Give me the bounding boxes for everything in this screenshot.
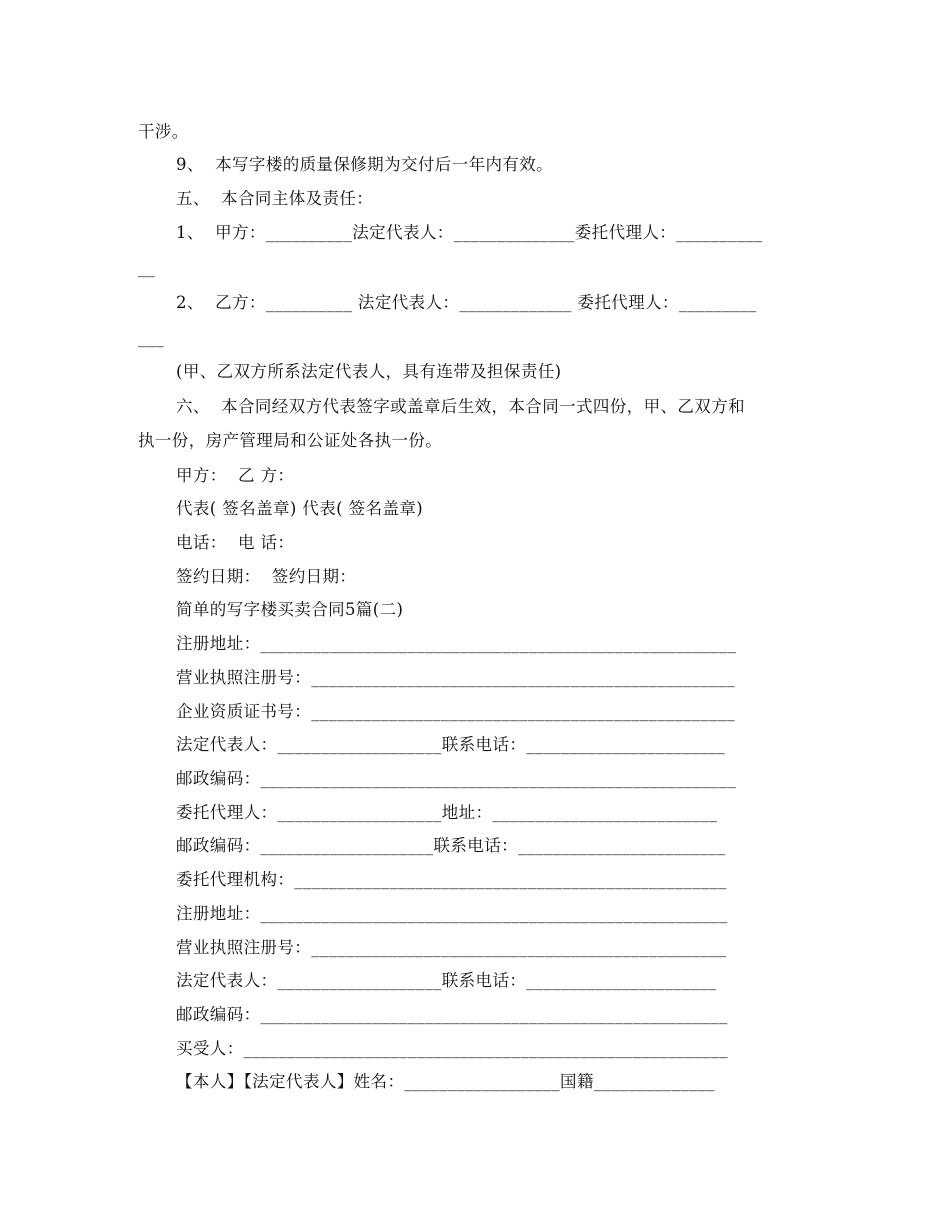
text-line-effect: 六、 本合同经双方代表签字或盖章后生效，本合同一式四份，甲、乙双方和 bbox=[176, 397, 745, 416]
field-buyer: 买受人：________________________________________________________ bbox=[176, 1039, 728, 1058]
field-legal-rep-2: 法定代表人：___________________联系电话：______________________ bbox=[176, 971, 717, 990]
text-line-1: 干涉。 bbox=[138, 122, 189, 141]
signature-phone: 电话： 电 话： bbox=[176, 533, 295, 552]
field-postal-code: 邮政编码：_______________________________________________________ bbox=[176, 769, 737, 788]
field-name-nationality: 【本人】【法定代表人】姓名：__________________国籍______________ bbox=[176, 1072, 715, 1091]
party-a-line-cont: __ bbox=[138, 258, 156, 277]
section-title: 简单的写字楼买卖合同5篇(二) bbox=[176, 600, 404, 619]
field-legal-rep: 法定代表人：___________________联系电话：_______________________ bbox=[176, 735, 726, 754]
field-registered-address: 注册地址：_______________________________________________________ bbox=[176, 634, 737, 653]
signature-parties: 甲方： 乙 方： bbox=[176, 466, 295, 485]
field-qualification-number: 企业资质证书号：_________________________________________________ bbox=[176, 702, 736, 721]
text-line-2: 9、 本写字楼的质量保修期为交付后一年内有效。 bbox=[176, 155, 554, 174]
field-license-number: 营业执照注册号：_________________________________________________ bbox=[176, 668, 736, 687]
field-agent: 委托代理人：___________________地址：__________________________ bbox=[176, 803, 718, 822]
signature-representative: 代表( 签名盖章) 代表( 签名盖章) bbox=[176, 499, 424, 518]
field-postal-code-2: 邮政编码：____________________联系电话：________________________ bbox=[176, 836, 726, 855]
field-postal-code-3: 邮政编码：______________________________________________________ bbox=[176, 1005, 728, 1024]
party-a-line: 1、 甲方：__________法定代表人：______________委托代理人：__________ bbox=[176, 223, 763, 242]
party-b-line: 2、 乙方：__________ 法定代表人：_____________ 委托代理人：_________ bbox=[176, 293, 757, 312]
text-line-liability: (甲、乙双方所系法定代表人，具有连带及担保责任) bbox=[176, 362, 562, 381]
text-line-3: 五、 本合同主体及责任： bbox=[176, 189, 374, 208]
field-agency: 委托代理机构：__________________________________________________ bbox=[176, 870, 727, 889]
field-license-number-2: 营业执照注册号：________________________________________________ bbox=[176, 938, 727, 957]
text-line-effect-cont: 执一份，房产管理局和公证处各执一份。 bbox=[138, 431, 443, 450]
signature-date: 签约日期： 签约日期： bbox=[176, 567, 357, 586]
field-registered-address-2: 注册地址：______________________________________________________ bbox=[176, 904, 728, 923]
party-b-line-cont: ___ bbox=[138, 328, 164, 347]
